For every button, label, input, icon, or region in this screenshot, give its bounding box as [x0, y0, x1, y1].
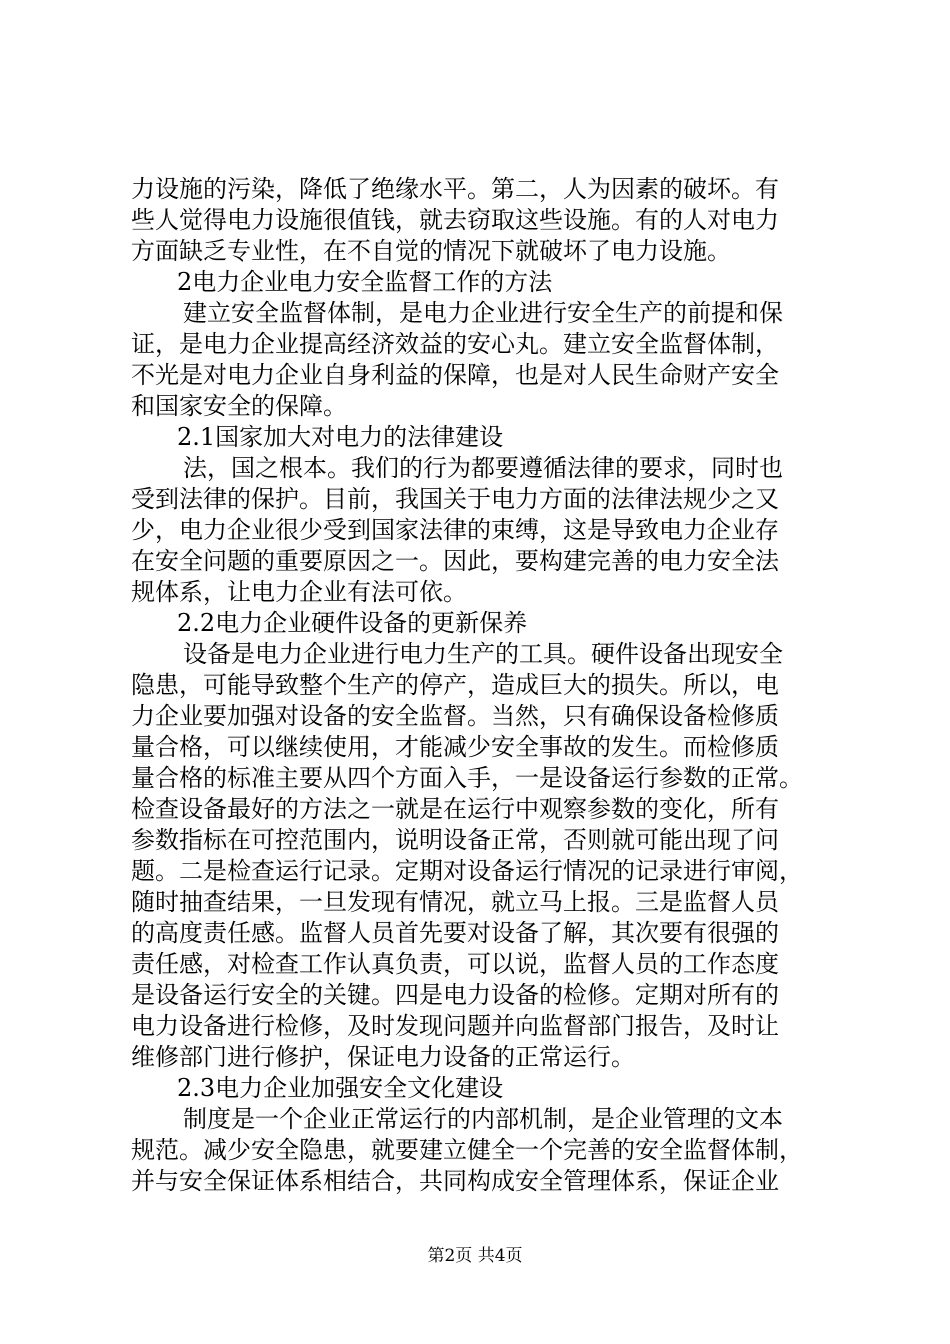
- text-line: 建立安全监督体制，是电力企业进行安全生产的前提和保: [183, 299, 783, 327]
- text-line: 随时抽查结果，一旦发现有情况，就立马上报。三是监督人员: [131, 888, 779, 916]
- text-line: 法，国之根本。我们的行为都要遵循法律的要求，同时也: [183, 454, 783, 482]
- text-line: 在安全问题的重要原因之一。因此，要构建完善的电力安全法: [131, 547, 779, 575]
- text-line: 参数指标在可控范围内，说明设备正常，否则就可能出现了问: [131, 826, 779, 854]
- text-line: 量合格，可以继续使用，才能减少安全事故的发生。而检修质: [131, 733, 779, 761]
- text-line: 维修部门进行修护，保证电力设备的正常运行。: [131, 1043, 635, 1071]
- section-heading: 2.3电力企业加强安全文化建设: [177, 1074, 504, 1102]
- text-line: 电力设备进行检修，及时发现问题并向监督部门报告，及时让: [131, 1012, 779, 1040]
- text-line: 少，电力企业很少受到国家法律的束缚，这是导致电力企业存: [131, 516, 779, 544]
- text-line: 检查设备最好的方法之一就是在运行中观察参数的变化，所有: [131, 795, 779, 823]
- text-line: 不光是对电力企业自身利益的保障，也是对人民生命财产安全: [131, 361, 779, 389]
- text-line: 力企业要加强对设备的安全监督。当然，只有确保设备检修质: [131, 702, 779, 730]
- text-line: 规体系，让电力企业有法可依。: [131, 578, 467, 606]
- text-line: 设备是电力企业进行电力生产的工具。硬件设备出现安全: [183, 640, 783, 668]
- section-heading: 2.1国家加大对电力的法律建设: [177, 423, 504, 451]
- body-text: [131, 174, 831, 1197]
- text-line: 受到法律的保护。目前，我国关于电力方面的法律法规少之又: [131, 485, 779, 513]
- page-footer: 第2页 共4页: [427, 1246, 523, 1266]
- text-line: 并与安全保证体系相结合，共同构成安全管理体系，保证企业: [131, 1167, 779, 1195]
- text-line: 些人觉得电力设施很值钱，就去窃取这些设施。有的人对电力: [131, 206, 779, 234]
- text-line: 证，是电力企业提高经济效益的安心丸。建立安全监督体制，: [131, 330, 779, 358]
- text-line: 力设施的污染，降低了绝缘水平。第二，人为因素的破坏。有: [131, 175, 779, 203]
- text-line: 量合格的标准主要从四个方面入手，一是设备运行参数的正常。: [131, 764, 803, 792]
- text-line: 责任感，对检查工作认真负责，可以说，监督人员的工作态度: [131, 950, 779, 978]
- section-heading: 2电力企业电力安全监督工作的方法: [177, 268, 553, 296]
- text-line: 方面缺乏专业性，在不自觉的情况下就破坏了电力设施。: [131, 237, 731, 265]
- section-heading: 2.2电力企业硬件设备的更新保养: [177, 609, 528, 637]
- text-line: 规范。减少安全隐患，就要建立健全一个完善的安全监督体制，: [131, 1136, 803, 1164]
- text-line: 的高度责任感。监督人员首先要对设备了解，其次要有很强的: [131, 919, 779, 947]
- text-line: 是设备运行安全的关键。四是电力设备的检修。定期对所有的: [131, 981, 779, 1009]
- text-line: 和国家安全的保障。: [131, 392, 347, 420]
- text-line: 隐患，可能导致整个生产的停产，造成巨大的损失。所以，电: [131, 671, 779, 699]
- text-line: 题。二是检查运行记录。定期对设备运行情况的记录进行审阅，: [131, 857, 803, 885]
- text-line: 制度是一个企业正常运行的内部机制，是企业管理的文本: [183, 1105, 783, 1133]
